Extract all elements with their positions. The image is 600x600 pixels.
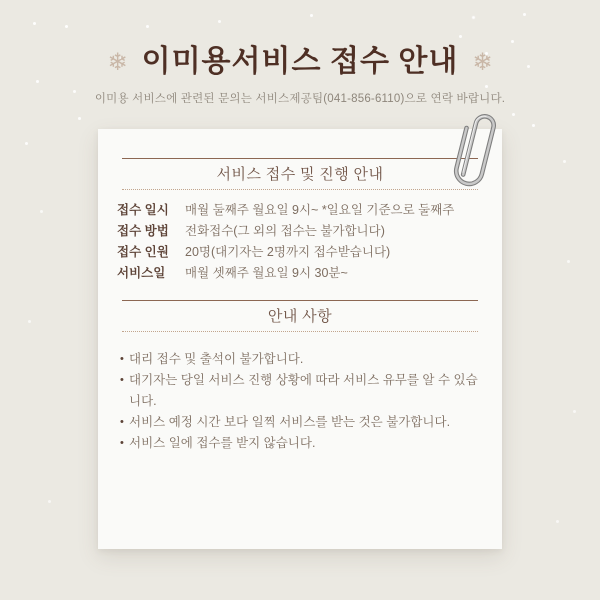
section-notes [98,300,502,454]
snowflake-icon: ❄ [107,48,128,76]
section-title: 안내 사항 [122,300,478,332]
info-label: 접수 일시 [117,203,169,217]
snow-dots-decoration [33,22,36,25]
info-label: 접수 방법 [117,224,169,238]
info-row [117,263,478,284]
info-value: 전화접수(그 외의 접수는 불가합니다) [185,224,385,238]
info-value: 20명(대기자는 2명까지 접수받습니다) [185,245,391,259]
info-label: 서비스일 [117,266,166,280]
bullet-text: 서비스 일에 접수를 받지 않습니다. [129,436,316,450]
bullet-dot-icon: • [120,437,124,449]
list-item [120,433,478,454]
notice-card [98,129,502,549]
bullet-dot-icon: • [120,353,124,365]
bullet-text: 대기자는 당일 서비스 진행 상황에 따라 서비스 유무를 알 수 있습니다. [129,373,478,408]
bullet-list [98,349,478,454]
snowflake-icon: ❄ [472,48,493,76]
info-row [117,242,478,263]
info-label: 접수 인원 [117,245,169,259]
title-row [0,44,600,80]
section-title: 서비스 접수 및 진행 안내 [122,158,478,190]
info-rows [98,200,478,284]
poster-header [0,44,600,106]
bullet-text: 대리 접수 및 출석이 불가합니다. [129,352,304,366]
section-reception [98,158,502,284]
bullet-dot-icon: • [120,374,124,386]
list-item [120,412,478,433]
list-item [120,370,478,412]
page-title: 이미용서비스 접수 안내 [141,45,459,78]
page-subtitle: 이미용 서비스에 관련된 문의는 서비스제공팀(041-856-6110)으로 연락 바랍니다. [94,93,506,105]
info-row [117,200,478,221]
list-item [120,349,478,370]
info-row [117,221,478,242]
bullet-dot-icon: • [120,416,124,428]
info-value: 매월 둘째주 월요일 9시~ *일요일 기준으로 둘째주 [185,203,455,217]
bullet-text: 서비스 예정 시간 보다 일찍 서비스를 받는 것은 불가합니다. [129,415,451,429]
info-value: 매월 셋째주 월요일 9시 30분~ [185,266,348,280]
